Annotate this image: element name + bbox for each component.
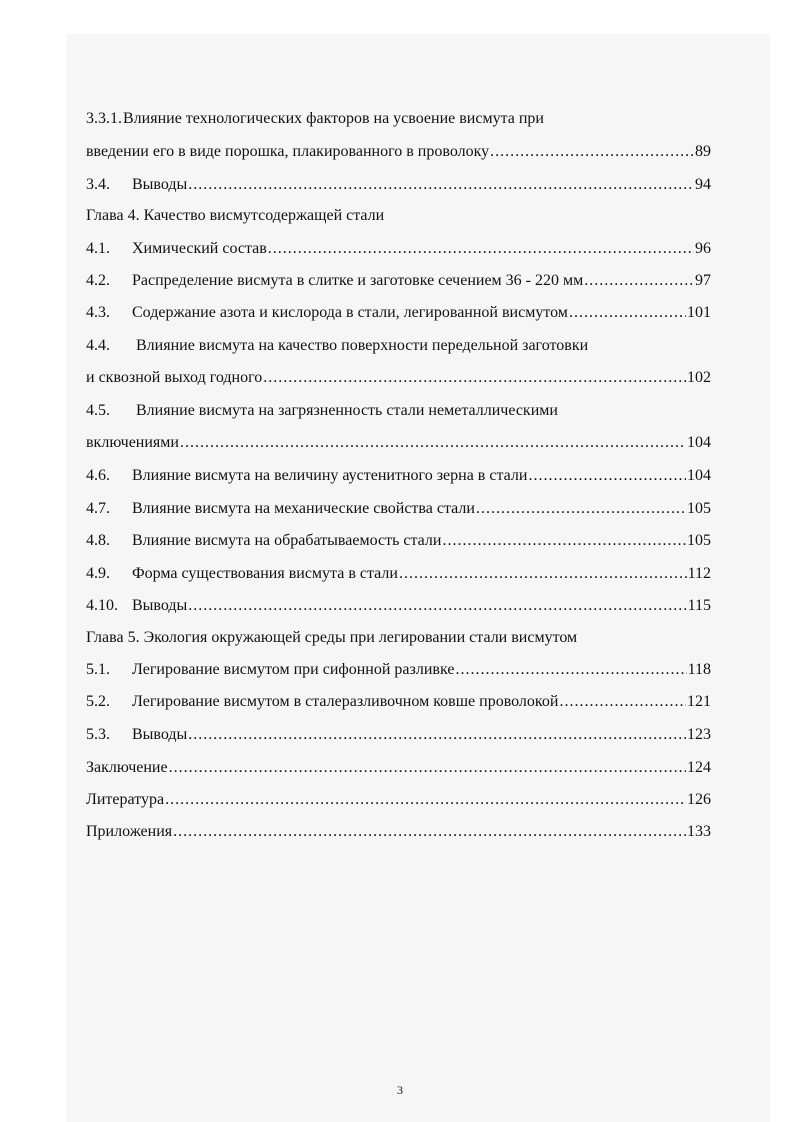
toc-page: 124 (687, 759, 711, 776)
toc-number: 4.2. (86, 272, 110, 289)
toc-leader (559, 691, 686, 713)
toc-number: 4.10. (86, 597, 118, 614)
toc-number: 4.1. (86, 240, 110, 257)
toc-title: Литература (86, 791, 165, 808)
toc-entry-5-2 (86, 691, 711, 713)
toc-number: 4.9. (86, 565, 110, 582)
toc-title: включениями (86, 434, 179, 451)
toc-entry-3-3-1 (86, 108, 726, 130)
toc-page: 104 (687, 467, 711, 484)
toc-leader (173, 821, 686, 843)
toc-title: Выводы (132, 597, 188, 614)
toc-leader (188, 724, 686, 746)
toc-leader (399, 563, 687, 585)
toc-chapter-5 (86, 627, 726, 649)
toc-title: Легирование висмутом в сталеразливочном ковше проволокой (132, 693, 559, 710)
toc-leader (188, 174, 694, 196)
toc-number: 4.7. (86, 500, 110, 517)
toc-page: 104 (687, 434, 711, 451)
toc-entry-conclusion (86, 757, 711, 779)
toc-number: 4.4. (86, 337, 110, 354)
toc-entry-4-6 (86, 465, 711, 487)
toc-page: 105 (687, 500, 711, 517)
toc-title: Глава 4. Качество висмутсодержащей стали (86, 207, 385, 224)
toc-leader (528, 465, 686, 487)
toc-title: и сквозной выход годного (86, 369, 263, 386)
toc-page: 133 (687, 823, 711, 840)
toc-title: Выводы (132, 726, 188, 743)
toc-entry-4-4-cont (86, 367, 711, 389)
toc-leader (455, 659, 686, 681)
toc-entry-5-3 (86, 724, 711, 746)
toc-leader (476, 498, 686, 520)
toc-entry-4-3 (86, 302, 711, 324)
toc-leader (165, 789, 686, 811)
toc-entry-4-5-cont (86, 432, 711, 454)
toc-leader (188, 595, 686, 617)
toc-title: Влияние висмута на механические свойства стали (132, 500, 475, 517)
toc-number: 4.6. (86, 467, 110, 484)
toc-title: Приложения (86, 823, 173, 840)
toc-leader (569, 302, 686, 324)
toc-page: 121 (687, 693, 711, 710)
toc-number: 5.3. (86, 726, 110, 743)
toc-page: 112 (687, 565, 711, 582)
toc-entry-5-1 (86, 659, 711, 681)
toc-title: Влияние висмута на загрязненность стали неметаллическими (136, 402, 558, 419)
toc-number: 3.4. (86, 176, 110, 193)
toc-leader (442, 530, 686, 552)
toc-title: Глава 5. Экология окружающей среды при легировании стали висмутом (86, 629, 578, 646)
toc-title: Заключение (86, 759, 168, 776)
toc-page: 105 (687, 532, 711, 549)
toc-number: 5.1. (86, 661, 110, 678)
toc-leader (584, 270, 694, 292)
toc-number: 4.3. (86, 304, 110, 321)
toc-entry-appendices (86, 821, 711, 843)
toc-number: 4.8. (86, 532, 110, 549)
toc-page: 89 (695, 143, 711, 160)
toc-page: 126 (687, 791, 711, 808)
toc-entry-4-10 (86, 595, 711, 617)
toc-title: Влияние висмута на обрабатываемость стали (132, 532, 442, 549)
toc-entry-4-9 (86, 563, 711, 585)
toc-title: Легирование висмутом при сифонной разливке (132, 661, 455, 678)
toc-leader (490, 141, 694, 163)
toc-entry-4-2 (86, 270, 711, 292)
toc-entry-3-4 (86, 174, 711, 196)
toc-entry-4-5 (86, 400, 726, 422)
toc-title: Распределение висмута в слитке и заготовке сечением 36 - 220 мм (132, 272, 584, 289)
toc-leader (263, 367, 686, 389)
toc-leader (180, 432, 686, 454)
page-number: 3 (397, 1083, 403, 1097)
toc-page: 96 (695, 240, 711, 257)
toc-leader (268, 238, 694, 260)
toc-number: 5.2. (86, 693, 110, 710)
toc-title: Влияние технологических факторов на усвоение висмута при (123, 110, 544, 127)
toc-page: 118 (687, 661, 711, 678)
toc-leader (169, 757, 686, 779)
toc-page: 97 (695, 272, 711, 289)
toc-page: 115 (687, 597, 711, 614)
toc-title: Форма существования висмута в стали (132, 565, 398, 582)
toc-title: Химический состав (132, 240, 267, 257)
toc-entry-3-3-1-cont (86, 141, 711, 163)
toc-title: Содержание азота и кислорода в стали, легированной висмутом (132, 304, 568, 321)
toc-page: 94 (695, 176, 711, 193)
toc-title: Выводы (132, 176, 188, 193)
toc-entry-references (86, 789, 711, 811)
toc-entry-4-1 (86, 238, 711, 260)
toc-page: 102 (687, 369, 711, 386)
toc-entry-4-4 (86, 335, 726, 357)
toc-page: 123 (687, 726, 711, 743)
toc-title: Влияние висмута на качество поверхности передельной заготовки (136, 337, 589, 354)
toc-title: введении его в виде порошка, плакированного в проволоку (86, 143, 490, 160)
toc-entry-4-7 (86, 498, 711, 520)
toc-page: 101 (687, 304, 711, 321)
toc-number: 3.3.1. (86, 110, 122, 127)
toc-chapter-4 (86, 205, 726, 227)
toc-entry-4-8 (86, 530, 711, 552)
toc-number: 4.5. (86, 402, 110, 419)
toc-title: Влияние висмута на величину аустенитного зерна в стали (132, 467, 528, 484)
